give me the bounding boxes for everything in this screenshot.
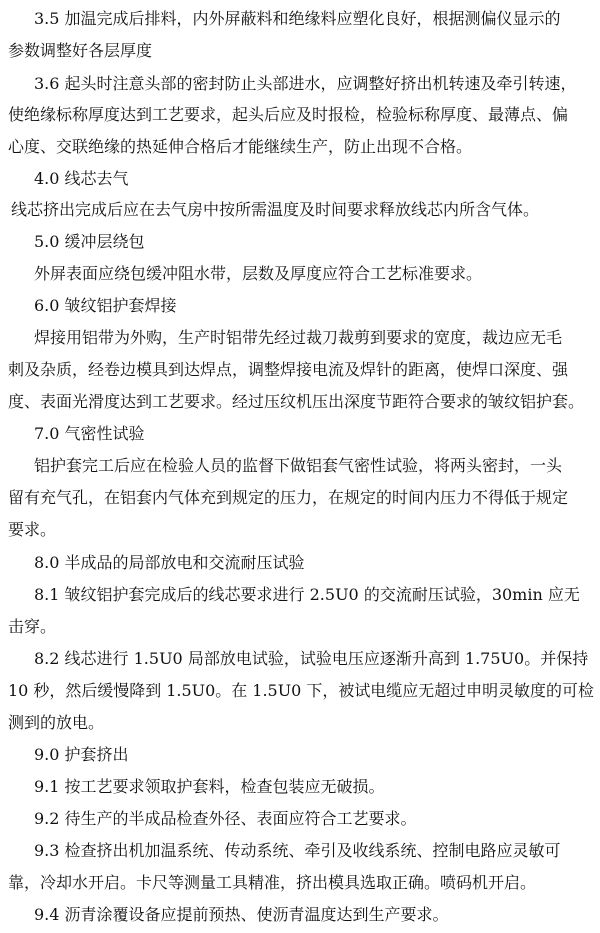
text-line: 3.6 起头时注意头部的密封防止头部进水，应调整好挤出机转速及牵引转速，	[34, 74, 577, 93]
section-heading: 6.0 皱纹铝护套焊接	[34, 296, 177, 315]
text-line: 度、表面光滑度达到工艺要求。经过压纹机压出深度节距符合要求的皱纹铝护套。	[8, 392, 585, 411]
section-heading: 5.0 缓冲层绕包	[34, 232, 145, 251]
text-line: 使绝缘标称厚度达到工艺要求，起头后应及时报检，检验标称厚度、最薄点、偏	[8, 105, 569, 124]
text-line: 要求。	[8, 520, 57, 539]
text-line: 9.2 待生产的半成品检查外径、表面应符合工艺要求。	[34, 809, 417, 828]
text-line: 刺及杂质，经卷边模具到达焊点，调整焊接电流及焊针的距离，使焊口深度、强	[8, 360, 569, 379]
text-line: 9.1 按工艺要求领取护套料，检查包装应无破损。	[34, 777, 385, 796]
text-line: 参数调整好各层厚度	[8, 41, 153, 60]
text-line: 心度、交联绝缘的热延伸合格后才能继续生产，防止出现不合格。	[8, 137, 473, 156]
text-line: 10 秒，然后缓慢降到 1.5U0。在 1.5U0 下，被试电缆应无超过申明灵敏度的可检	[8, 681, 594, 700]
section-heading: 4.0 线芯去气	[34, 169, 129, 188]
section-heading: 9.0 护套挤出	[34, 745, 129, 764]
text-line: 8.2 线芯进行 1.5U0 局部放电试验，试验电压应逐渐升高到 1.75U0。并保持	[34, 649, 589, 668]
text-line: 击穿。	[8, 617, 57, 636]
text-line: 线芯挤出完成后应在去气房中按所需温度及时间要求释放线芯内所含气体。	[11, 200, 540, 219]
text-line: 靠，冷却水开启。卡尺等测量工具精准，挤出模具选取正确。喷码机开启。	[8, 873, 537, 892]
section-heading: 8.0 半成品的局部放电和交流耐压试验	[34, 553, 305, 572]
text-line: 9.4 沥青涂覆设备应提前预热、使沥青温度达到生产要求。	[34, 905, 449, 924]
text-line: 焊接用铝带为外购，生产时铝带先经过裁刀裁剪到要求的宽度，裁边应无毛	[34, 328, 563, 347]
text-line: 铝护套完工后应在检验人员的监督下做铝套气密性试验，将两头密封，一头	[34, 456, 563, 475]
text-line: 外屏表面应绕包缓冲阻水带，层数及厚度应符合工艺标准要求。	[34, 264, 483, 283]
text-line: 8.1 皱纹铝护套完成后的线芯要求进行 2.5U0 的交流耐压试验，30min 应无	[34, 585, 580, 604]
text-line: 3.5 加温完成后排料，内外屏蔽料和绝缘料应塑化良好，根据测偏仪显示的	[34, 9, 561, 28]
text-line: 9.3 检查挤出机加温系统、传动系统、牵引及收线系统、控制电路应灵敏可	[34, 841, 561, 860]
section-heading: 7.0 气密性试验	[34, 424, 145, 443]
text-line: 测到的放电。	[8, 713, 105, 732]
text-line: 留有充气孔，在铝套内气体充到规定的压力，在规定的时间内压力不得低于规定	[8, 488, 569, 507]
